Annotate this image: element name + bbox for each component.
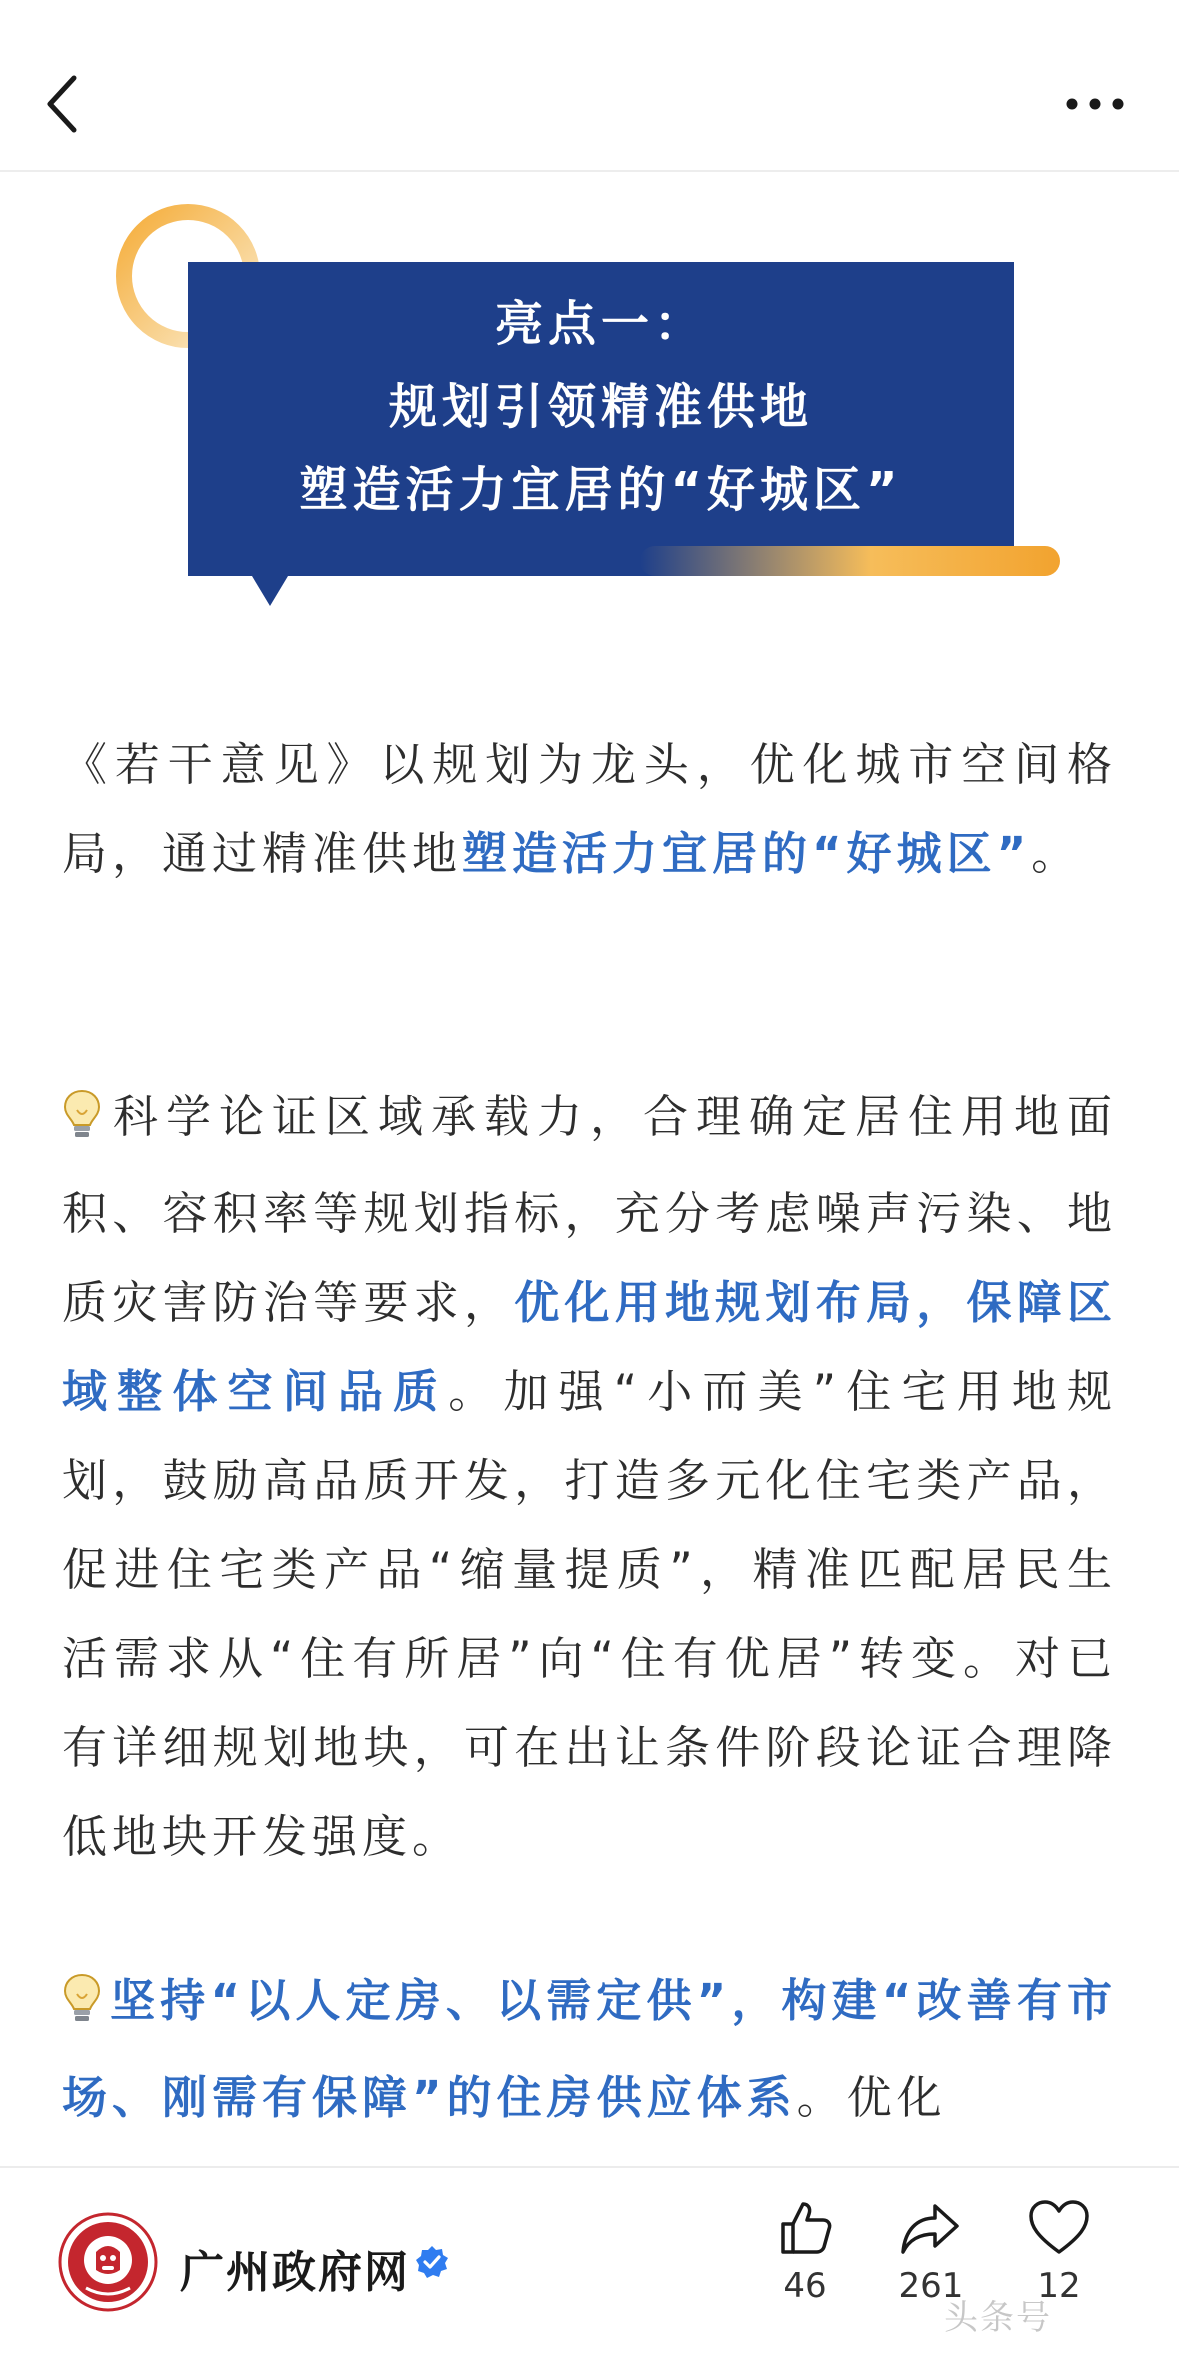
paragraph-text: 《若干意见》以规划为龙头，优化城市空间格局，通过精准供地 bbox=[62, 738, 1117, 880]
top-nav-bar bbox=[0, 0, 1179, 172]
section-banner bbox=[0, 190, 1179, 620]
back-button[interactable] bbox=[38, 72, 88, 136]
article-paragraph-1 bbox=[62, 720, 1117, 898]
like-count: 46 bbox=[783, 2266, 827, 2306]
highlight-text: 塑造活力宜居的“好城区” bbox=[462, 827, 1032, 880]
bottom-action-bar bbox=[0, 2166, 1179, 2356]
watermark-text: 头条号 bbox=[944, 2298, 1052, 2338]
chevron-left-icon bbox=[38, 72, 88, 136]
banner-title-line-2: 规划引领精准供地 bbox=[388, 379, 813, 435]
share-count: 261 bbox=[898, 2266, 964, 2306]
banner-pointer bbox=[252, 576, 288, 606]
more-dots-icon bbox=[1060, 86, 1130, 122]
paragraph-text: 科学论证区域承载力，合理确定居住用地面积、容积率等规划指标，充分考虑噪声污染、地质灾害防治等要求， bbox=[62, 1090, 1117, 1329]
article-paragraph-2 bbox=[62, 1072, 1117, 1881]
favorite-count: 12 bbox=[1037, 2266, 1081, 2306]
account-name[interactable]: 广州政府网 bbox=[180, 2247, 410, 2298]
thumbs-up-icon bbox=[775, 2198, 835, 2258]
highlight-text: 坚持“以人定房、以需定供”，构建“改善有市场、刚需有保障”的住房供应体系 bbox=[62, 1974, 1117, 2124]
banner-title-line-1: 亮点一： bbox=[494, 296, 707, 352]
banner-accent-bar bbox=[640, 546, 1060, 576]
highlight-text: 优化用地规划布局，保障区域整体空间品质 bbox=[62, 1276, 1117, 1418]
paragraph-text: 。 bbox=[1031, 827, 1082, 880]
light-bulb-icon bbox=[62, 1964, 102, 2053]
paragraph-text: 。加强“小而美”住宅用地规划，鼓励高品质开发，打造多元化住宅类产品，促进住宅类产品“缩量提质”，精准匹配居民生活需求从“住有所居”向“住有优居”转变。对已有详细规划地块，可在出让条件阶段论证合理降低地块开发强度。 bbox=[62, 1365, 1117, 1863]
paragraph-text: 。优化 bbox=[796, 2071, 947, 2124]
banner-title-box bbox=[188, 262, 1014, 576]
guangzhou-gov-logo-icon bbox=[58, 2212, 158, 2312]
light-bulb-icon bbox=[62, 1080, 102, 1169]
verified-badge-icon bbox=[414, 2244, 450, 2280]
account-avatar[interactable] bbox=[58, 2212, 158, 2312]
share-arrow-icon bbox=[899, 2198, 963, 2258]
like-button[interactable] bbox=[750, 2198, 860, 2306]
banner-title-line-3: 塑造活力宜居的“好城区” bbox=[299, 462, 903, 518]
heart-icon bbox=[1027, 2198, 1091, 2258]
article-paragraph-3 bbox=[62, 1956, 1117, 2142]
more-options-button[interactable] bbox=[1060, 86, 1130, 122]
